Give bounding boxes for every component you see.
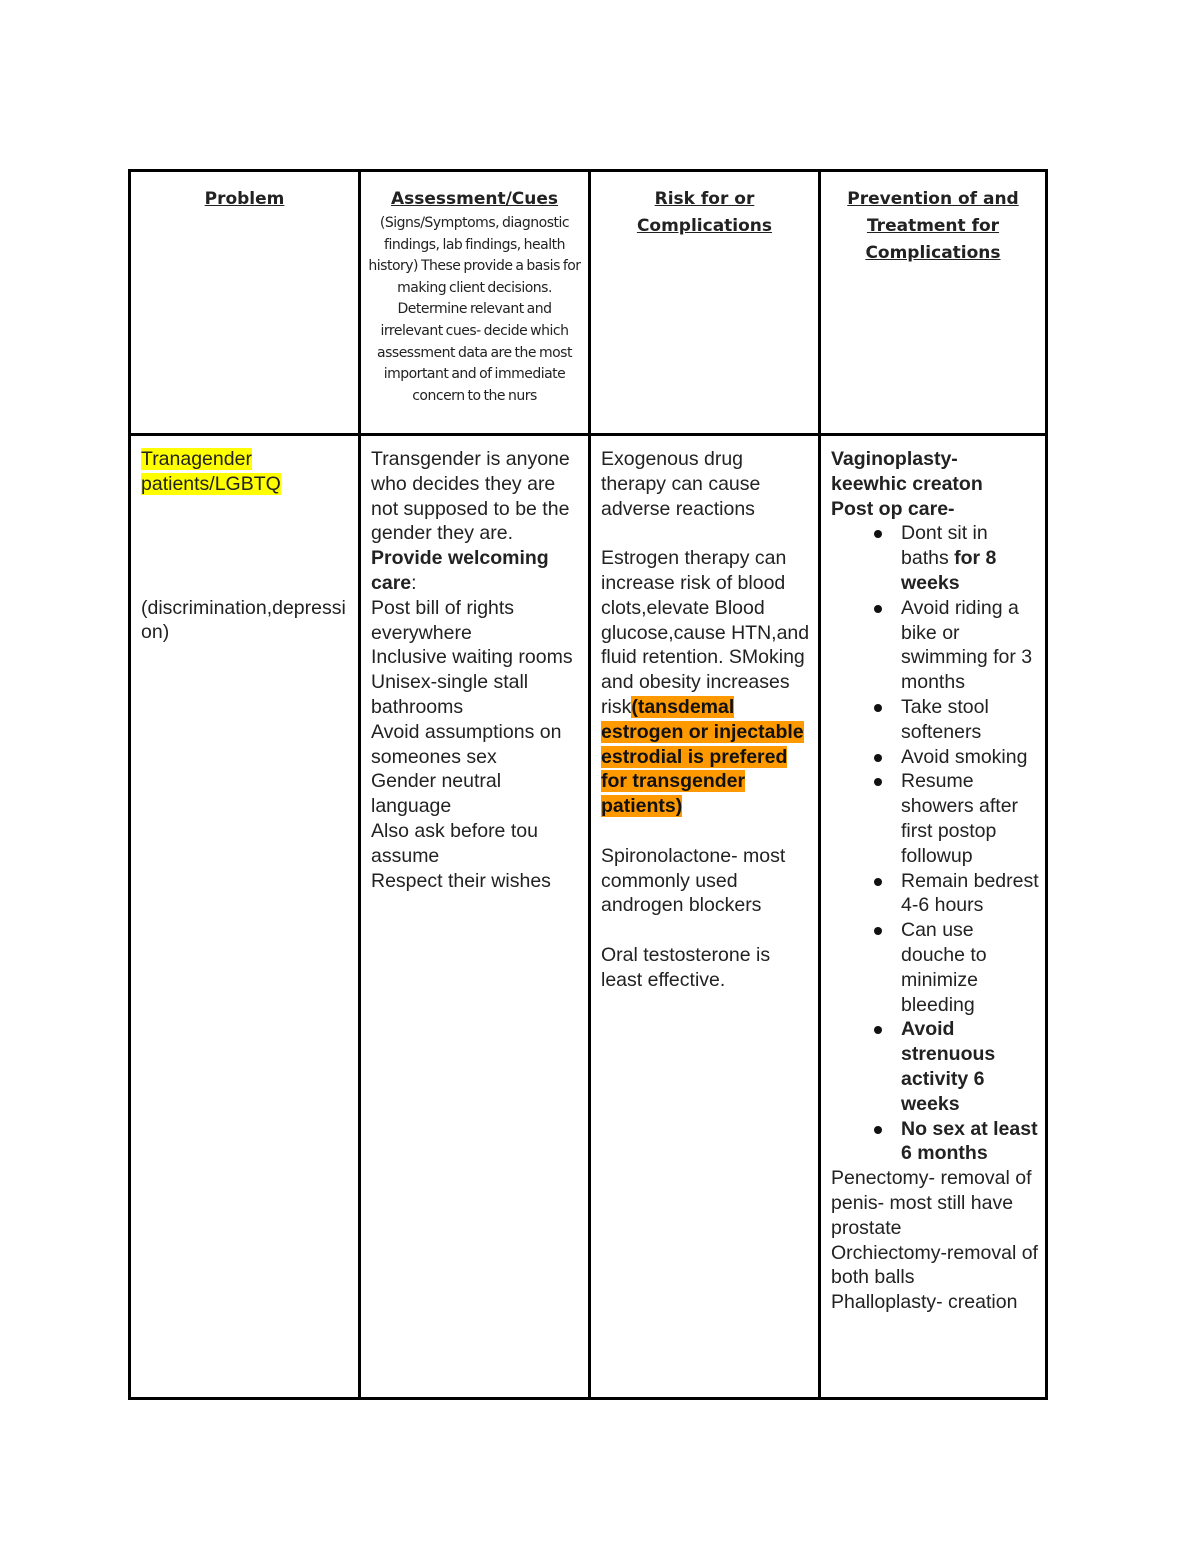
header-problem [131, 172, 361, 436]
postop-item-text: Dont sit in baths [901, 522, 988, 570]
risk-paragraph-2: Estrogen therapy can increase risk of blood clots,elevate Blood glucose,cause HTN,and fluid retention. SMoking and obesity increases risk [601, 547, 810, 718]
header-risk [591, 172, 821, 436]
risk-paragraph-1: Exogenous drug therapy can cause adverse reactions [601, 448, 761, 520]
care-plan-table [128, 169, 1048, 1400]
risk-paragraph-3: Spironolactone- most commonly used androgen blockers [601, 844, 786, 917]
assessment-definition: Transgender is anyone who decides they are not supposed to be the gender they are. [371, 448, 570, 545]
postop-item: Avoid strenuous activity 6 weeks [901, 1017, 1039, 1116]
problem-note: (discrimination,depression) [141, 596, 346, 644]
postop-label: Post op care- [831, 497, 955, 520]
vaginoplasty-heading: Vaginoplasty- keewhic creaton [831, 448, 983, 495]
assessment-item: Inclusive waiting rooms [371, 646, 573, 669]
welcoming-care-colon: : [411, 571, 417, 594]
postop-item: Avoid smoking [901, 745, 1039, 770]
problem-cell [131, 436, 361, 1397]
welcoming-care-label: Provide welcoming care [371, 547, 549, 594]
assessment-item: Respect their wishes [371, 869, 551, 892]
header-assessment [361, 172, 591, 436]
assessment-item: Gender neutral language [371, 770, 502, 818]
prevention-cell [821, 436, 1045, 1397]
header-assessment-subtitle: (Signs/Symptoms, diagnostic findings, lab findings, health history) These provide a basis for making client decisions. Determine relevant and irrelevant cues- decide which assessment data are the most important and of immediate concern to the nurs [368, 215, 581, 404]
risk-highlight: (tansdemal estrogen or injectable estrodial is prefered for transgender patients) [601, 695, 804, 818]
postop-item: Resume showers after first postop followup [901, 769, 1039, 868]
postop-list [831, 521, 1039, 1166]
postop-item-bold: for 8 weeks [901, 547, 997, 594]
postop-item: Remain bedrest 4-6 hours [901, 869, 1039, 917]
header-problem-title: Problem [204, 189, 285, 209]
phalloplasty-text: Phalloplasty- creation [831, 1291, 1018, 1314]
risk-cell [591, 436, 821, 1397]
assessment-item: Post bill of rights everywhere [371, 596, 515, 644]
assessment-cell [361, 436, 591, 1397]
assessment-item: Unisex-single stall bathrooms [371, 671, 529, 718]
postop-item: Avoid riding a bike or swimming for 3 months [901, 596, 1039, 695]
orchiectomy-text: Orchiectomy-removal of both balls [831, 1241, 1038, 1289]
penectomy-text: Penectomy- removal of penis- most still have prostate [831, 1167, 1032, 1239]
postop-item: No sex at least 6 months [901, 1117, 1038, 1165]
risk-paragraph-4: Oral testosterone is least effective. [601, 943, 771, 991]
header-assessment-title: Assessment/Cues [390, 189, 559, 209]
postop-item: Take stool softeners [901, 695, 1039, 745]
problem-title: Tranagender patients/LGBTQ [141, 448, 281, 495]
header-risk-title: Risk for or Complications [636, 189, 773, 236]
postop-item [901, 521, 1039, 595]
header-prevention [821, 172, 1045, 436]
header-prevention-title: Prevention of and Treatment for Complications [847, 189, 1019, 263]
postop-item: Can use douche to minimize bleeding [901, 918, 1039, 1017]
assessment-item: Also ask before tou assume [371, 819, 538, 867]
assessment-item: Avoid assumptions on someones sex [371, 720, 562, 768]
